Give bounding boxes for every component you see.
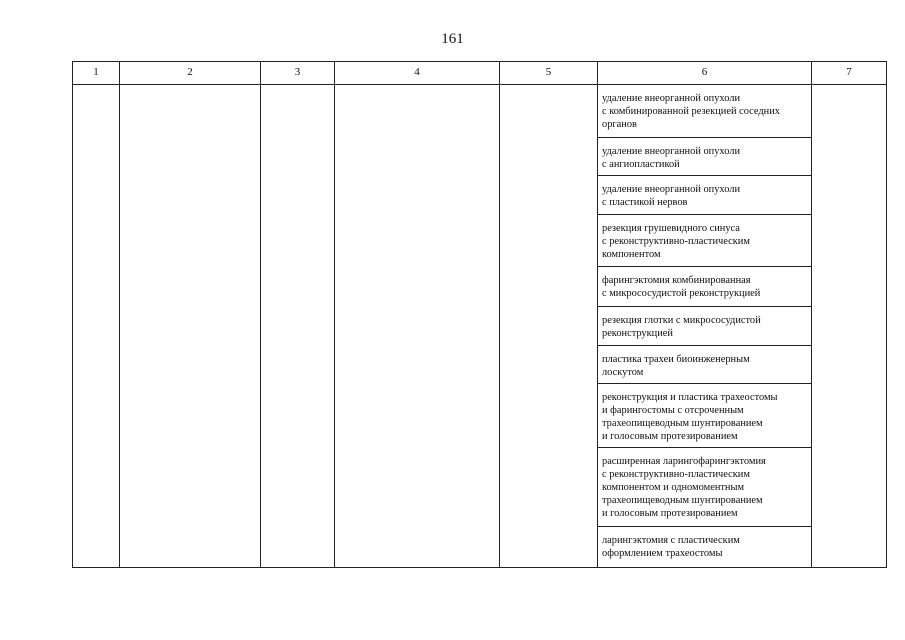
column-divider <box>499 62 500 567</box>
column-header-3: 3 <box>294 66 301 78</box>
table-cell: резекция грушевидного синуса с реконструктивно-пластическим компонентом <box>598 215 811 267</box>
column-header-2: 2 <box>187 66 193 78</box>
table-cell: удаление внеорганной опухоли с комбинированной резекцией соседних органов <box>598 85 811 138</box>
column-header-1: 1 <box>93 66 99 78</box>
table-cell: расширенная ларингофарингэктомия с реконструктивно-пластическим компонентом и одномоментным трахеопищеводным шунтированием и голосовым протезированием <box>598 448 811 527</box>
column-divider <box>119 62 120 567</box>
page-number: 161 <box>441 31 464 47</box>
column-header-6: 6 <box>701 66 708 78</box>
column-divider <box>260 62 261 567</box>
column-divider <box>334 62 335 567</box>
column-header-7: 7 <box>846 66 852 78</box>
table-cell: фарингэктомия комбинированная с микрососудистой реконструкцией <box>598 267 811 307</box>
column-header-4: 4 <box>414 66 420 78</box>
table-cell: ларингэктомия с пластическим оформлением трахеостомы <box>602 535 740 559</box>
procedures-table <box>72 61 887 568</box>
table-cell: удаление внеорганной опухоли с ангиопластикой <box>598 138 811 176</box>
table-cell: реконструкция и пластика трахеостомы и фарингостомы с отсроченным трахеопищеводным шунтированием и голосовым протезированием <box>598 384 811 448</box>
column-divider <box>811 62 812 567</box>
table-cell: пластика трахеи биоинженерным лоскутом <box>598 346 811 384</box>
column-header-5: 5 <box>545 66 552 78</box>
table-cell: резекция глотки с микрососудистой реконструкцией <box>598 307 811 346</box>
column-6-cells <box>598 85 811 569</box>
table-cell: удаление внеорганной опухоли с пластикой нервов <box>598 176 811 215</box>
